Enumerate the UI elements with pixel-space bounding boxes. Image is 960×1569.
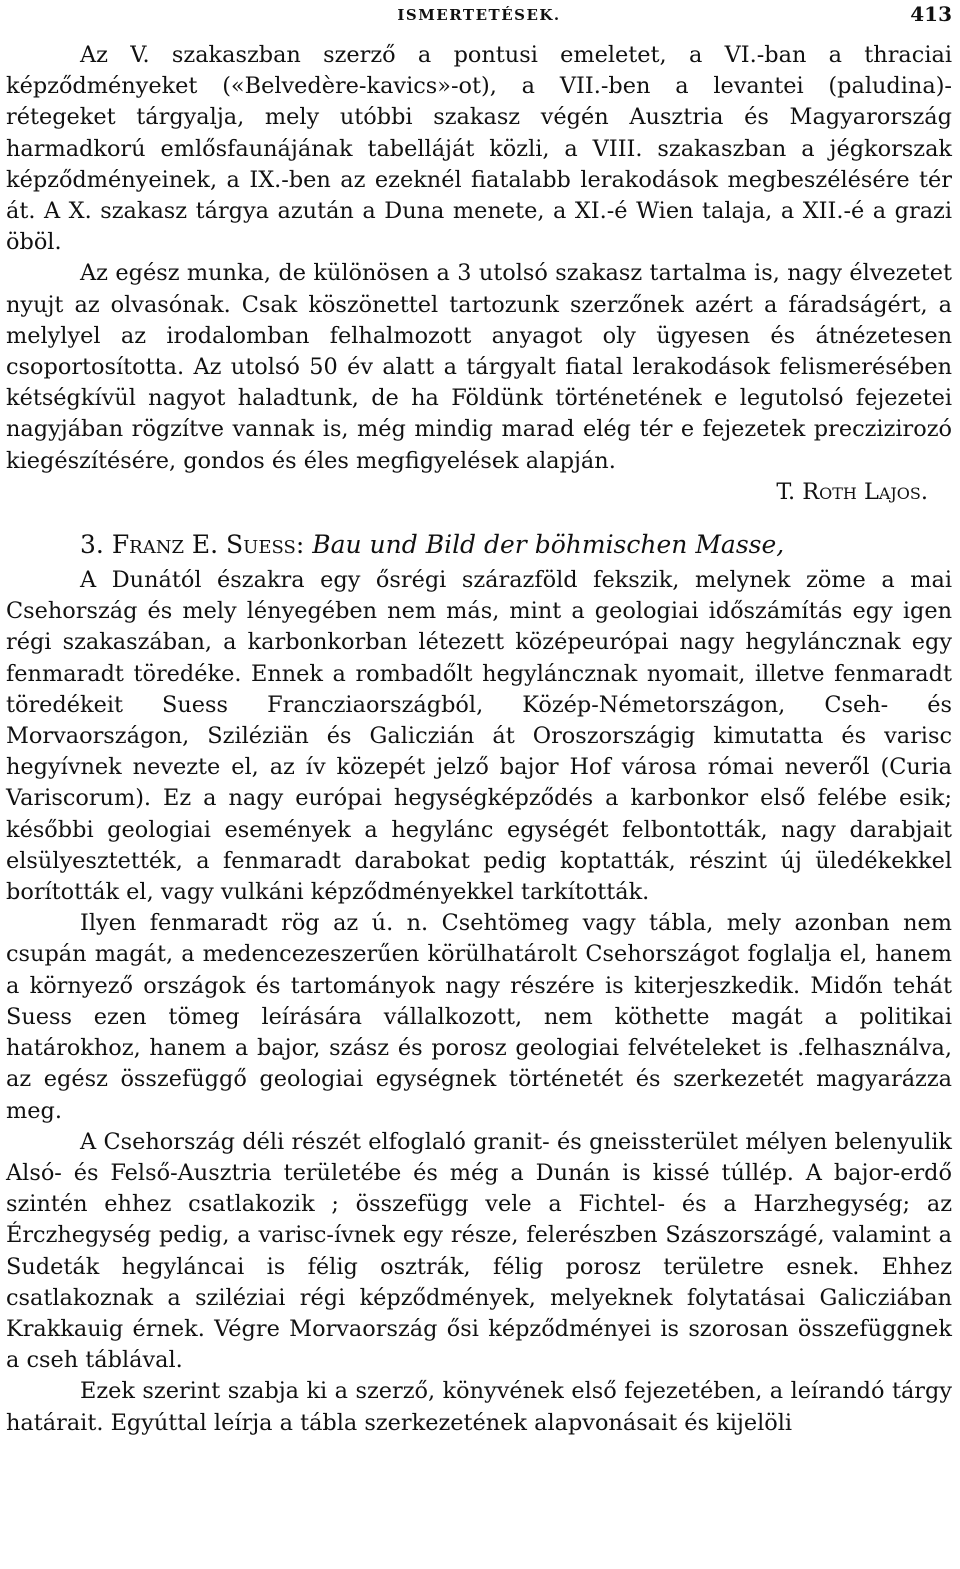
body-paragraph: Ilyen fenmaradt rög az ú. n. Csehtömeg vagy tábla, mely azonban nem csupán magát, a medencezeszerűen körülhatárolt Csehországot foglalja el, hanem a környező országok és tartományok nagy részére is kiterjeszkedik. Midőn tehát Suess ezen tömeg leírására vállalkozott, nem köthette magát a politikai határokhoz, hanem a bajor, szász és porosz geologiai felvételeket is .felhasználva, az egész összefüggő geologiai egységnek történetét és szerkezetét magyarázza meg. bbox=[6, 910, 952, 1124]
review-heading bbox=[80, 528, 952, 561]
review-author: Franz E. Suess: bbox=[111, 530, 305, 560]
body-paragraph: A Dunától északra egy ősrégi szárazföld fekszik, melynek zöme a mai Csehország és mely lényegében nem más, mint a geologiai időszámítás egy igen régi szakaszában, a karbonkorban létezett középeurópai nagy hegyláncznak egy fenmaradt töredéke. Ennek a rombadőlt hegyláncznak nyomait, illetve fenmaradt töredékeit Suess Francziaországból, Közép-Németországon, Cseh- és Morvaországon, Sziléziän és Galiczián át Oroszországig kimutatta és varisc hegyívnek nevezte el, az ív közepét jelző bajor Hof városa római neveről (Curia Variscorum). Ez a nagy európai hegységképződés a karbonkor első felébe esik; későbbi geologiai események a hegylánc egységét felbontották, nagy darabjait elsülyesztették, a fenmaradt darabokat pedig koptatták, részint új üledékekkel borították el, vagy vulkáni képződményekkel tarkították. bbox=[6, 567, 952, 906]
review-number: 3. bbox=[80, 530, 104, 560]
running-head bbox=[6, 0, 952, 40]
review-book-title: Bau und Bild der böhmischen Masse, bbox=[312, 530, 785, 560]
review-paragraph: Az egész munka, de különösen a 3 utolsó szakasz tartalma is, nagy élvezetet nyujt az olvasónak. Csak köszönettel tartozunk szerzőnek azért a fáradságért, a melylyel az irodalomban felhalmozott anyagot oly ügyesen és átnézetesen csoportosította. Az utolsó 50 év alatt a tárgyalt fiatal lerakodások felismerésében kétségkívül nagyot haladtunk, de ha Földünk történetének e legutolsó fejezetei nagyjában rögzítve vannak is, még mindig marad elég tér e fejezetek preczizirozó kiegészítésére, gondos és éles megfigyelések alapján. bbox=[6, 260, 952, 474]
review-signature: T. Roth Lajos. bbox=[776, 478, 928, 505]
running-head-title: ISMERTETÉSEK. bbox=[397, 6, 561, 24]
document-page bbox=[6, 0, 952, 1439]
page-number: 413 bbox=[910, 2, 952, 26]
body-paragraph: A Csehország déli részét elfoglaló granit- és gneissterület mélyen belenyulik Alsó- és Felső-Ausztria területébe és még a Dunán is kissé túllép. A bajor-erdő szintén ehhez csatlakozik ; összefügg vele a Fichtel- és a Harzhegység; az Érczhegység pedig, a varisc-ívnek egy része, felerészben Szászországé, valamint a Sudeták hegyláncai is félig osztrák, félig porosz területre esnek. Ehhez csatlakoznak a sziléziai régi képződmények, melyeknek folytatásai Galicziában Krakkauig érnek. Végre Morvaország ősi képződményei is szorosan összefüggnek a cseh táblával. bbox=[6, 1128, 952, 1374]
review-paragraph: Az V. szakaszban szerző a pontusi emeletet, a VI.-ban a thraciai képződményeket («Belvedère-kavics»-ot), a VII.-ben a levantei (paludina)-rétegeket tárgyalja, mely utóbbi szakasz végén Ausztria és Magyarország harmadkorú emlősfaunájának tabelláját közli, a VIII. szakaszban a jégkorszak képződményeinek, a IX.-ben az ezeknél fiatalabb lerakodások megbeszélésére tér át. A X. szakasz tárgya azután a Duna menete, a XI.-é Wien talaja, a XII.-é a grazi öböl. bbox=[6, 42, 952, 256]
body-paragraph: Ezek szerint szabja ki a szerző, könyvének első fejezetében, a leírandó tárgy határait. Egyúttal leírja a tábla szerkezetének alapvonásait és kijelöli bbox=[6, 1378, 952, 1436]
